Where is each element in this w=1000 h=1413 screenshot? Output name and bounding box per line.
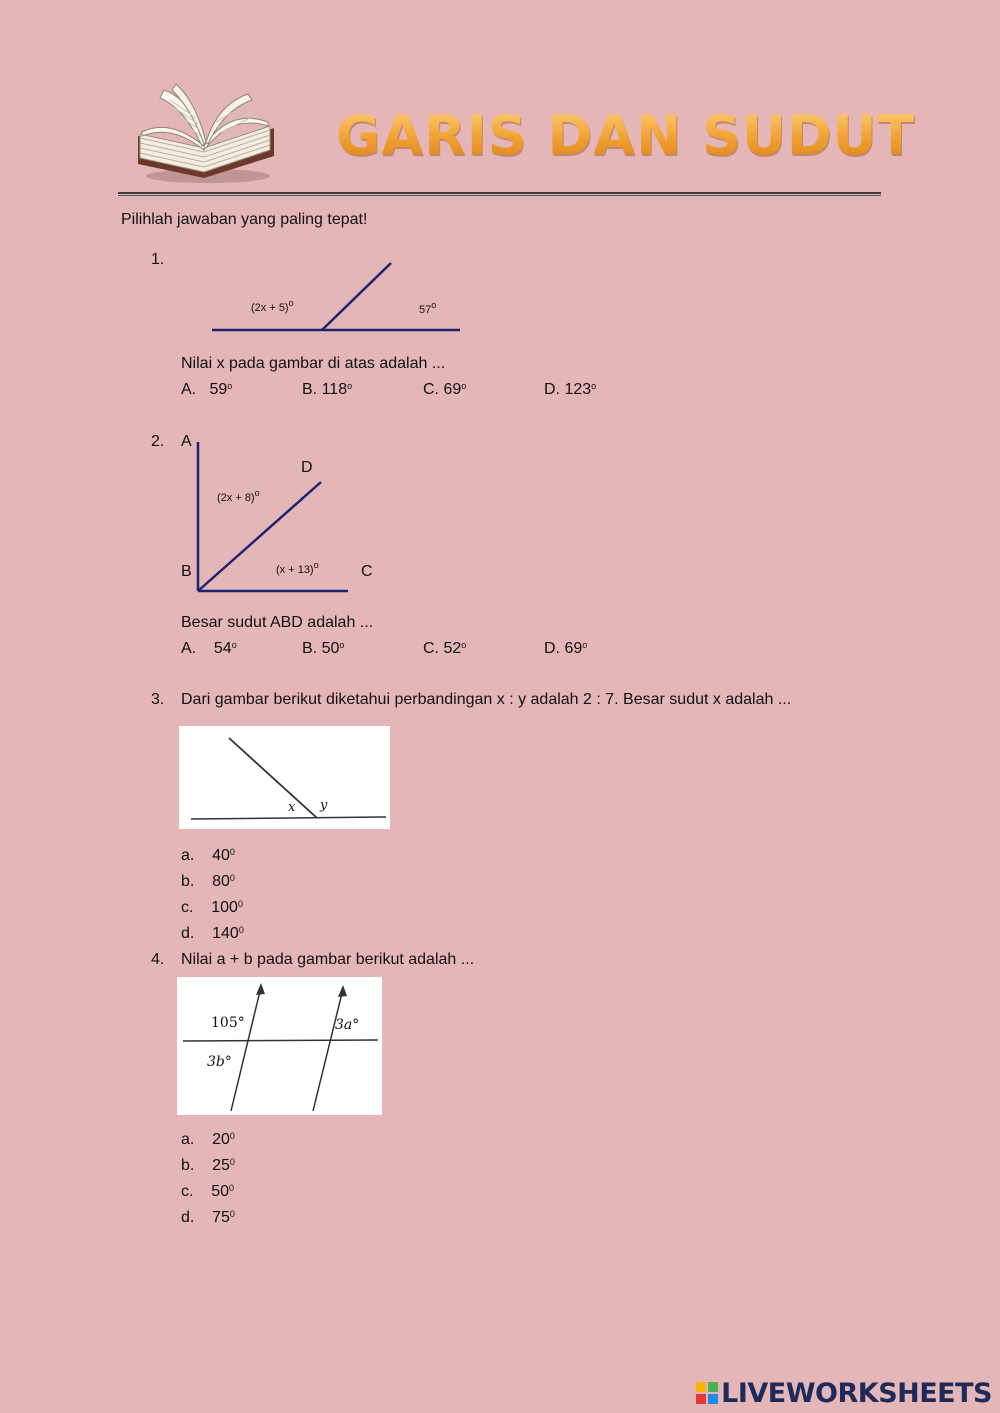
q4-figure: [177, 977, 382, 1115]
angle-label: 105°: [211, 1015, 245, 1031]
option-c[interactable]: c. $50^0$: [181, 1183, 235, 1200]
option-c[interactable]: C. 69$^o$: [423, 381, 467, 398]
instruction-text: Pilihlah jawaban yang paling tepat!: [121, 211, 368, 228]
watermark-logo: LIVEWORKSHEETS: [696, 1378, 992, 1409]
question-number: 4.: [151, 951, 165, 968]
question-number: 2.: [151, 433, 165, 450]
option-a[interactable]: a. $20^0$: [181, 1131, 235, 1148]
option-d[interactable]: d. $75^0$: [181, 1209, 235, 1226]
question-number: 1.: [151, 251, 165, 268]
angle-label-x: x: [288, 800, 296, 815]
option-a[interactable]: A. 54$^o$: [181, 640, 237, 657]
option-b[interactable]: B. 118$^o$: [302, 381, 353, 398]
q3-figure: [179, 726, 390, 829]
angle-label-y: y: [320, 798, 328, 813]
question-text: Besar sudut ABD adalah ...: [181, 614, 374, 631]
option-a[interactable]: A. 59$^o$: [181, 381, 233, 398]
option-b[interactable]: b. $25^0$: [181, 1157, 235, 1174]
option-b[interactable]: b. $80^0$: [181, 873, 235, 890]
angle-label: $(2x + 8)^o$: [217, 488, 260, 504]
point-label-d: D: [301, 459, 313, 476]
divider: [118, 195, 881, 196]
angle-label: 3b°: [207, 1054, 232, 1070]
option-b[interactable]: B. 50$^o$: [302, 640, 345, 657]
point-label-c: C: [361, 563, 373, 580]
option-d[interactable]: D. 123$^o$: [544, 381, 597, 398]
angle-label: 3a°: [335, 1017, 360, 1033]
option-a[interactable]: a. $40^0$: [181, 847, 235, 864]
question-text: Dari gambar berikut diketahui perbandingan x : y adalah 2 : 7. Besar sudut x adalah ...: [181, 691, 792, 708]
question-number: 3.: [151, 691, 165, 708]
book-icon: [130, 78, 280, 186]
question-text: Nilai x pada gambar di atas adalah ...: [181, 355, 446, 372]
liveworksheets-icon: [696, 1382, 718, 1404]
option-c[interactable]: C. 52$^o$: [423, 640, 467, 657]
option-d[interactable]: D. 69$^o$: [544, 640, 588, 657]
q1-figure: [205, 256, 465, 336]
angle-label: $(x + 13)^o$: [276, 560, 319, 576]
angle-label: 57$^o$: [419, 300, 437, 316]
divider: [118, 192, 881, 194]
angle-label: $(2x + 5)^o$: [251, 298, 294, 314]
page-title: GARIS DAN SUDUT: [336, 104, 916, 167]
option-d[interactable]: d. $140^0$: [181, 925, 244, 942]
q2-figure: [190, 436, 360, 598]
point-label-b: B: [181, 563, 192, 580]
option-c[interactable]: c. $100^0$: [181, 899, 243, 916]
point-label-a: A: [181, 433, 192, 450]
question-text: Nilai a + b pada gambar berikut adalah ...: [181, 951, 475, 968]
